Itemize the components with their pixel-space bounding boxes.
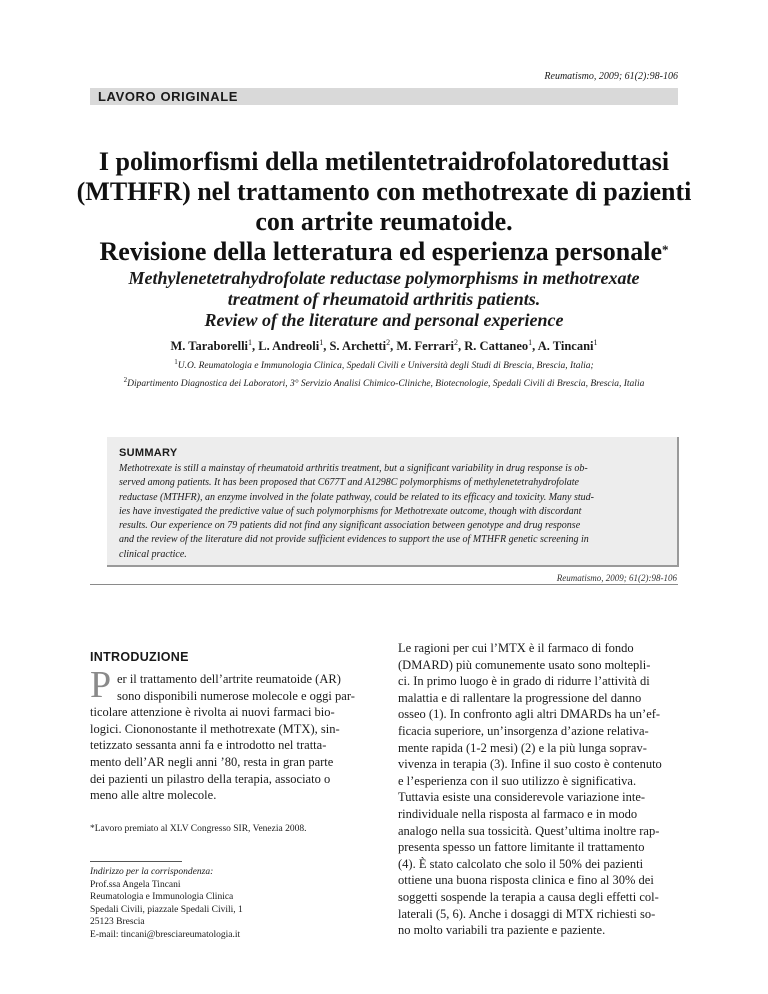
correspondence-line: Spedali Civili, piazzale Spedali Civili, 1	[90, 904, 243, 915]
paragraph-line: (DMARD) più comunemente usato sono moltepli-	[398, 657, 651, 672]
affiliations	[30, 355, 738, 391]
correspondence-email: E-mail: tincani@bresciareumatologia.it	[90, 929, 241, 940]
author-name: R. Cattaneo	[464, 339, 529, 354]
paragraph-line: rindividuale nella risposta al farmaco e in modo	[398, 806, 638, 821]
correspondence-line: Reumatologia e Immunologia Clinica	[90, 892, 234, 902]
summary-line: served among patients. It has been proposed that C677T and A1298C polymorphisms of methylenetetrahydrofolate	[119, 477, 579, 489]
section-bar	[90, 88, 678, 105]
title-line: (MTHFR) nel trattamento con methotrexate di pazienti	[76, 177, 692, 206]
paragraph-line: e l’esperienza con il suo utilizzo è significativa.	[398, 773, 637, 788]
title-line-text: Revisione della letteratura ed esperienza personale	[99, 237, 662, 266]
subtitle-line: treatment of rheumatoid arthritis patients.	[227, 289, 541, 309]
paragraph-line: no molto variabili tra paziente e paziente.	[398, 923, 606, 938]
author-affiliation-mark: 1	[248, 338, 253, 347]
paragraph-line: meno alle altre molecole.	[90, 788, 217, 803]
affiliation-number: 2	[123, 376, 128, 385]
author-name: L. Andreoli	[258, 339, 320, 354]
subtitle-line: Methylenetetrahydrofolate reductase polymorphisms in methotrexate	[128, 268, 640, 288]
paragraph-line: ficacia superiore, un’insorgenza d’azione relativa-	[398, 723, 649, 738]
summary-text	[119, 462, 665, 562]
affiliation-text: U.O. Reumatologia e Immunologia Clinica, Spedali Civili e Università degli Studi di Brescia, Brescia, Italia;	[177, 361, 594, 372]
subtitle-line: Review of the literature and personal experience	[204, 310, 564, 330]
paragraph-line: tetizzato sessanta anni fa e introdotto nel tratta-	[90, 738, 327, 753]
title-line: con artrite reumatoide.	[255, 207, 513, 236]
intro-column-left	[90, 671, 378, 804]
affiliation-line	[30, 373, 738, 391]
author-affiliation-mark: 1	[593, 338, 598, 347]
paragraph-line: Tuttavia esiste una considerevole variazione inte-	[398, 790, 646, 805]
paragraph-line: Le ragioni per cui l’MTX è il farmaco di fondo	[398, 641, 634, 655]
paragraph-line: presenta spesso un fattore limitante il trattamento	[398, 840, 645, 855]
affiliation-number: 1	[174, 358, 178, 366]
journal-citation-footer: Reumatismo, 2009; 61(2):98-106	[556, 573, 677, 583]
journal-citation-header: Reumatismo, 2009; 61(2):98-106	[544, 71, 678, 82]
author-affiliation-mark: 2	[386, 338, 391, 347]
author-list: M. Taraborelli$^1$, L. Andreoli$^1$, S. Archetti$^2$, M. Ferrari$^2$, R. Cattaneo$^1$, A. Tincani$^1$	[170, 338, 598, 354]
author-name: M. Ferrari	[396, 339, 455, 354]
author-name: M. Taraborelli	[170, 339, 249, 354]
divider-rule	[90, 584, 678, 585]
title-line-last	[60, 237, 708, 267]
award-footnote: *Lavoro premiato al XLV Congresso SIR, Venezia 2008.	[90, 824, 307, 834]
paragraph-line: laterali (5, 6). Anche i dosaggi di MTX richiesti so-	[398, 906, 656, 921]
title-line: I polimorfismi della metilentetraidrofolatoreduttasi	[98, 147, 670, 176]
correspondence-block	[90, 866, 243, 941]
summary-line: ies have investigated the predictive value of such polymorphisms for Methotrexate outcome, though with discordant	[119, 505, 582, 517]
author-affiliation-mark: 1	[319, 338, 324, 347]
author-name: S. Archetti	[329, 339, 387, 354]
summary-heading: SUMMARY	[119, 447, 178, 459]
paragraph-line: malattia e di rallentare la progressione del danno	[398, 690, 642, 705]
summary-line: results. Our experience on 79 patients did not find any significant association between genotype and drug response	[119, 520, 581, 532]
author-affiliation-mark: 2	[454, 338, 459, 347]
drop-cap: P	[90, 664, 112, 706]
paragraph-line: ticolare attenzione è rivolta ai nuovi farmaci bio-	[90, 705, 335, 720]
article-title	[60, 147, 708, 267]
correspondence-line: Prof.ssa Angela Tincani	[90, 879, 181, 890]
paragraph-line: soggetti sospende la terapia a causa degli effetti col-	[398, 889, 659, 904]
correspondence-label: Indirizzo per la corrispondenza:	[90, 867, 214, 877]
author-name: A. Tincani	[537, 339, 594, 354]
paragraph-line: sono disponibili numerose molecole e oggi par-	[117, 688, 355, 703]
correspondence-rule	[90, 861, 182, 862]
summary-line: reductase (MTHFR), an enzyme involved in the folate pathway, could be related to its efficacy and toxicity. Many stud-	[119, 491, 594, 503]
paragraph-line: ci. In primo luogo è in grado di ridurre l’attività di	[398, 674, 650, 689]
paragraph-line: (4). È stato calcolato che solo il 50% dei pazienti	[398, 856, 644, 871]
paragraph-line: dei pazienti un pilastro della terapia, associato o	[90, 771, 331, 786]
affiliation-text: Dipartimento Diagnostica dei Laboratori, 3° Servizio Analisi Chimico-Cliniche, Biotecnologie, Spedali Civili di Brescia, Brescia, Italia	[127, 379, 645, 390]
author-affiliation-mark: 1	[528, 338, 533, 347]
summary-line: Methotrexate is still a mainstay of rheumatoid arthritis treatment, but a significant variability in drug response is ob-	[119, 463, 588, 474]
summary-line: clinical practice.	[119, 548, 187, 560]
paragraph-line: osseo (1). In confronto agli altri DMARDs ha un’ef-	[398, 707, 661, 722]
correspondence-line: 25123 Brescia	[90, 917, 145, 927]
paragraph-line: logici. Ciononostante il methotrexate (MTX), sin-	[90, 721, 340, 736]
paragraph-line: mento dell’AR negli anni ’80, resta in gran parte	[90, 754, 334, 769]
paragraph-line: analogo nella sua tossicità. Quest’ultima inoltre rap-	[398, 823, 660, 838]
english-subtitle	[90, 268, 678, 331]
summary-box	[107, 437, 679, 567]
affiliation-line	[30, 355, 738, 373]
intro-column-right	[398, 640, 678, 939]
summary-line: and the review of the literature did not provide sufficient evidences to support the use of MTHFR genetic screening in	[119, 534, 589, 546]
title-footnote-mark: *	[662, 242, 669, 257]
paragraph-line: ottiene una buona risposta clinica e fino al 30% dei	[398, 873, 654, 888]
paragraph-line: mente rapida (1-2 mesi) (2) e la più lunga soprav-	[398, 740, 647, 755]
paragraph-line: vivenza in terapia (3). Infine il suo costo è contenuto	[398, 757, 662, 772]
section-heading-intro: INTRODUZIONE	[90, 650, 189, 664]
section-label: LAVORO ORIGINALE	[98, 89, 239, 104]
paragraph-line: er il trattamento dell’artrite reumatoide (AR)	[117, 672, 341, 686]
